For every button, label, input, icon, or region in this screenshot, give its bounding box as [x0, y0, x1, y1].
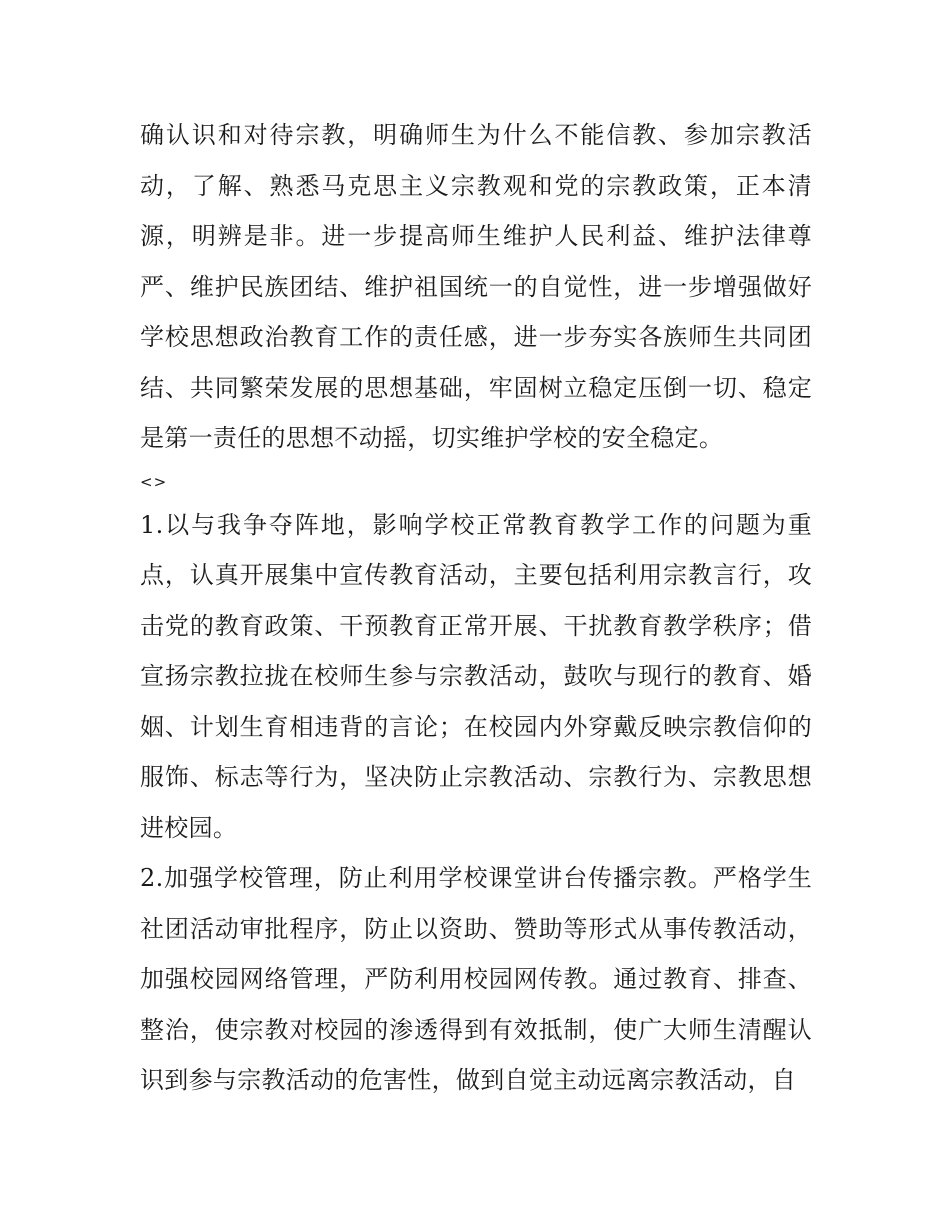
section-marker: <> [140, 472, 168, 491]
document-page [140, 110, 812, 1106]
paragraph-intro: 确认识和对待宗教，明确师生为什么不能信教、参加宗教活动，了解、熟悉马克思主义宗教观和党的宗教政策，正本清源，明辨是非。进一步提高师生维护人民利益、维护法律尊严、维护民族团结、维护祖国统一的自觉性，进一步增强做好学校思想政治教育工作的责任感，进一步夯实各族师生共同团结、共同繁荣发展的思想基础，牢固树立稳定压倒一切、稳定是第一责任的思想不动摇，切实维护学校的安全稳定。 [140, 121, 812, 452]
paragraph-item-1: 1.以与我争夺阵地，影响学校正常教育教学工作的问题为重点，认真开展集中宣传教育活动，主要包括利用宗教言行，攻击党的教育政策、干预教育正常开展、干扰教育教学秩序；借宣扬宗教拉拢在校师生参与宗教活动，鼓吹与现行的教育、婚姻、计划生育相违背的言论；在校园内外穿戴反映宗教信仰的服饰、标志等行为，坚决防止宗教活动、宗教行为、宗教思想进校园。 [140, 510, 812, 842]
paragraph-item-2: 2.加强学校管理，防止利用学校课堂讲台传播宗教。严格学生社团活动审批程序，防止以资助、赞助等形式从事传教活动，加强校园网络管理，严防利用校园网传教。通过教育、排查、整治，使宗教对校园的渗透得到有效抵制，使广大师生清醒认识到参与宗教活动的危害性，做到自觉主动远离宗教活动，自 [140, 864, 812, 1094]
